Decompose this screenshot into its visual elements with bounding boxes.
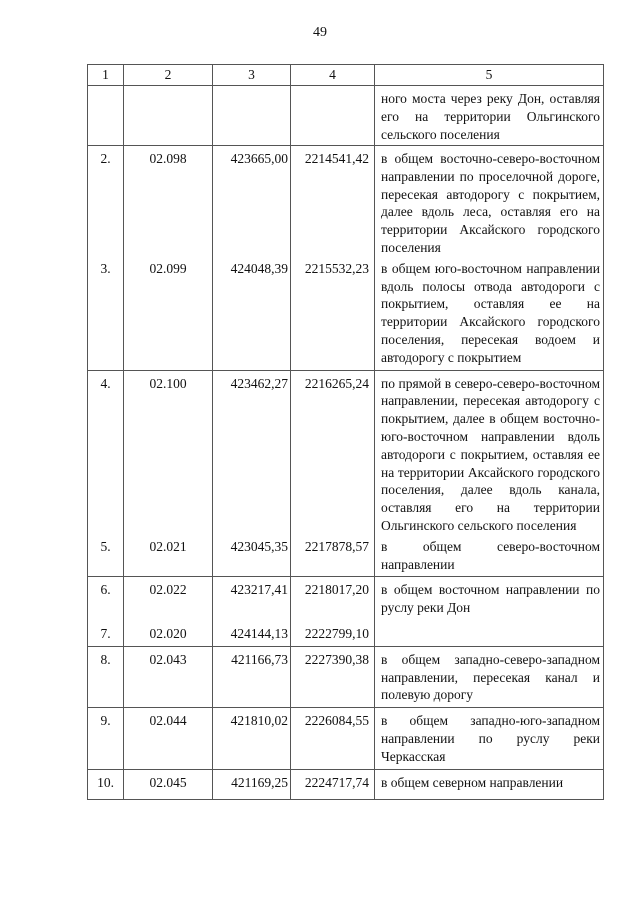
table-row	[88, 538, 604, 577]
coord-x: 423045,35	[213, 538, 291, 577]
point-id: 02.098	[124, 146, 213, 260]
point-id: 02.044	[124, 708, 213, 769]
point-id: 02.100	[124, 370, 213, 538]
row-number: 3.	[88, 260, 124, 370]
point-id: 02.021	[124, 538, 213, 577]
table-row	[88, 86, 604, 146]
table-row	[88, 260, 604, 370]
row-number: 8.	[88, 646, 124, 707]
boundary-description: в общем северо-восточном направлении	[375, 538, 604, 577]
header-col-5: 5	[375, 65, 604, 86]
coord-y: 2226084,55	[291, 708, 375, 769]
table-row	[88, 769, 604, 800]
row-number: 7.	[88, 620, 124, 646]
header-col-3: 3	[213, 65, 291, 86]
coord-x: 423217,41	[213, 577, 291, 620]
table-row	[88, 620, 604, 646]
row-number: 10.	[88, 769, 124, 800]
table-row	[88, 146, 604, 260]
coord-x: 421810,02	[213, 708, 291, 769]
coord-y: 2218017,20	[291, 577, 375, 620]
coord-x: 421169,25	[213, 769, 291, 800]
coord-x: 423462,27	[213, 370, 291, 538]
point-id	[124, 86, 213, 146]
point-id: 02.022	[124, 577, 213, 620]
table-row	[88, 577, 604, 620]
coord-y: 2224717,74	[291, 769, 375, 800]
coord-x: 421166,73	[213, 646, 291, 707]
boundary-description: по прямой в северо-северо-восточном направлении, пересекая автодорогу с покрытием, далее в общем восточно-юго-восточном направлении вдоль автодороги с покрытием, оставляя ее на территории Аксайского городского поселения, далее вдоль канала, оставляя его на территории Ольгинского сельского поселения	[375, 370, 604, 538]
row-number: 4.	[88, 370, 124, 538]
point-id: 02.099	[124, 260, 213, 370]
point-id: 02.020	[124, 620, 213, 646]
point-id: 02.043	[124, 646, 213, 707]
boundary-description	[375, 620, 604, 646]
boundary-description: в общем юго-восточном направлении вдоль полосы отвода автодороги с покрытием, оставляя ее на территории Аксайского городского поселения, пересекая водоем и автодорогу с покрытием	[375, 260, 604, 370]
boundary-table	[87, 64, 604, 800]
coord-x	[213, 86, 291, 146]
point-id: 02.045	[124, 769, 213, 800]
boundary-description: в общем северном направлении	[375, 769, 604, 800]
table-row	[88, 370, 604, 538]
coord-y	[291, 86, 375, 146]
boundary-description: в общем западно-северо-западном направлении, пересекая канал и полевую дорогу	[375, 646, 604, 707]
boundary-description: в общем восточно-северо-восточном направлении по проселочной дороге, пересекая автодорогу с покрытием, далее вдоль леса, оставляя его на территории Аксайского городского поселения	[375, 146, 604, 260]
coord-x: 423665,00	[213, 146, 291, 260]
header-col-2: 2	[124, 65, 213, 86]
coord-y: 2215532,23	[291, 260, 375, 370]
coord-x: 424144,13	[213, 620, 291, 646]
header-col-4: 4	[291, 65, 375, 86]
coord-x: 424048,39	[213, 260, 291, 370]
coord-y: 2222799,10	[291, 620, 375, 646]
header-col-1: 1	[88, 65, 124, 86]
boundary-description: в общем восточном направлении по руслу реки Дон	[375, 577, 604, 620]
coord-y: 2214541,42	[291, 146, 375, 260]
coord-y: 2216265,24	[291, 370, 375, 538]
boundary-description: в общем западно-юго-западном направлении по руслу реки Черкасская	[375, 708, 604, 769]
row-number: 5.	[88, 538, 124, 577]
coord-y: 2227390,38	[291, 646, 375, 707]
table-row	[88, 708, 604, 769]
table-row	[88, 646, 604, 707]
row-number: 2.	[88, 146, 124, 260]
row-number	[88, 86, 124, 146]
table-header-row	[88, 65, 604, 86]
row-number: 6.	[88, 577, 124, 620]
row-number: 9.	[88, 708, 124, 769]
coord-y: 2217878,57	[291, 538, 375, 577]
boundary-description: ного моста через реку Дон, оставляя его на территории Ольгинского сельского поселения	[375, 86, 604, 146]
page-number: 49	[313, 25, 327, 40]
